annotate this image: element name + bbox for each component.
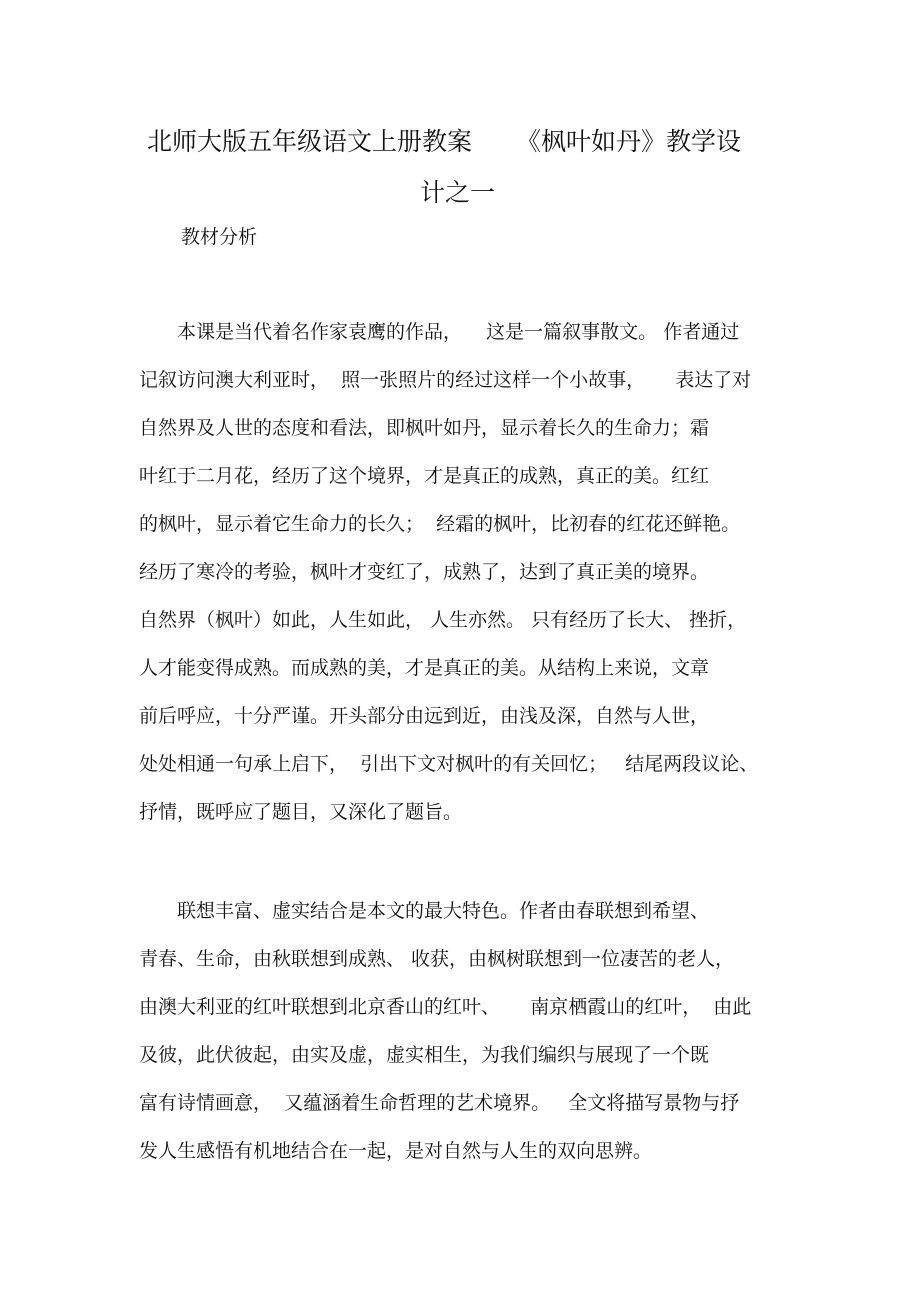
- page-title: [147, 122, 741, 158]
- paragraph-2-line: 富有诗情画意， 又蕴涵着生命哲理的艺术境界。 全文将描写景物与抒: [139, 1092, 740, 1114]
- paragraph-1-line: 处处相通一句承上启下， 引出下文对枫叶的有关回忆； 结尾两段议论、: [139, 753, 759, 775]
- title-part-3: 计之一: [420, 178, 496, 207]
- paragraph-2-line: 青春、生命，由秋联想到成熟、 收获，由枫树联想到一位凄苦的老人，: [139, 948, 735, 970]
- paragraph-2-line: 发人生感悟有机地结合在一起，是对自然与人生的双向思辨。: [139, 1140, 653, 1162]
- paragraph-2-line: 由澳大利亚的红叶联想到北京香山的红叶、 南京栖霞山的红叶， 由此: [139, 996, 752, 1018]
- paragraph-2-line: 及彼，此伏彼起，由实及虚，虚实相生，为我们编织与展现了一个既: [139, 1044, 710, 1066]
- paragraph-1-line: 本课是当代着名作家袁鹰的作品， 这是一篇叙事散文。 作者通过: [139, 321, 740, 343]
- paragraph-1-line: 叶红于二月花，经历了这个境界，才是真正的成熟，真正的美。红红: [139, 465, 710, 487]
- paragraph-1-line: 记叙访问澳大利亚时， 照一张照片的经过这样一个小故事， 表达了对: [139, 369, 752, 391]
- page-title-continued: [420, 173, 495, 209]
- paragraph-1-line: 经历了寒冷的考验，枫叶才变红了，成熟了，达到了真正美的境界。: [139, 561, 710, 583]
- paragraph-1-line: 人才能变得成熟。而成熟的美，才是真正的美。从结构上来说，文章: [139, 657, 710, 679]
- paragraph-1-line: 自然界（枫叶）如此，人生如此， 人生亦然。 只有经历了长大、 挫折，: [139, 609, 747, 631]
- paragraph-2-line: 联想丰富、虚实结合是本文的最大特色。作者由春联想到希望、: [139, 900, 710, 922]
- title-part-1: 北师大版五年级语文上册教案: [147, 127, 473, 156]
- paragraph-1-line: 的枫叶，显示着它生命力的长久； 经霜的枫叶，比初春的红花还鲜艳。: [139, 513, 741, 535]
- title-part-2: 《枫叶如丹》教学设: [516, 127, 742, 156]
- section-heading: 教材分析: [181, 226, 258, 248]
- paragraph-1-line: 自然界及人世的态度和看法，即枫叶如丹，显示着长久的生命力；霜: [139, 417, 710, 439]
- paragraph-1-line: 前后呼应，十分严谨。开头部分由远到近，由浅及深，自然与人世，: [139, 705, 710, 727]
- paragraph-1-line: 抒情，既呼应了题目，又深化了题旨。: [139, 801, 463, 823]
